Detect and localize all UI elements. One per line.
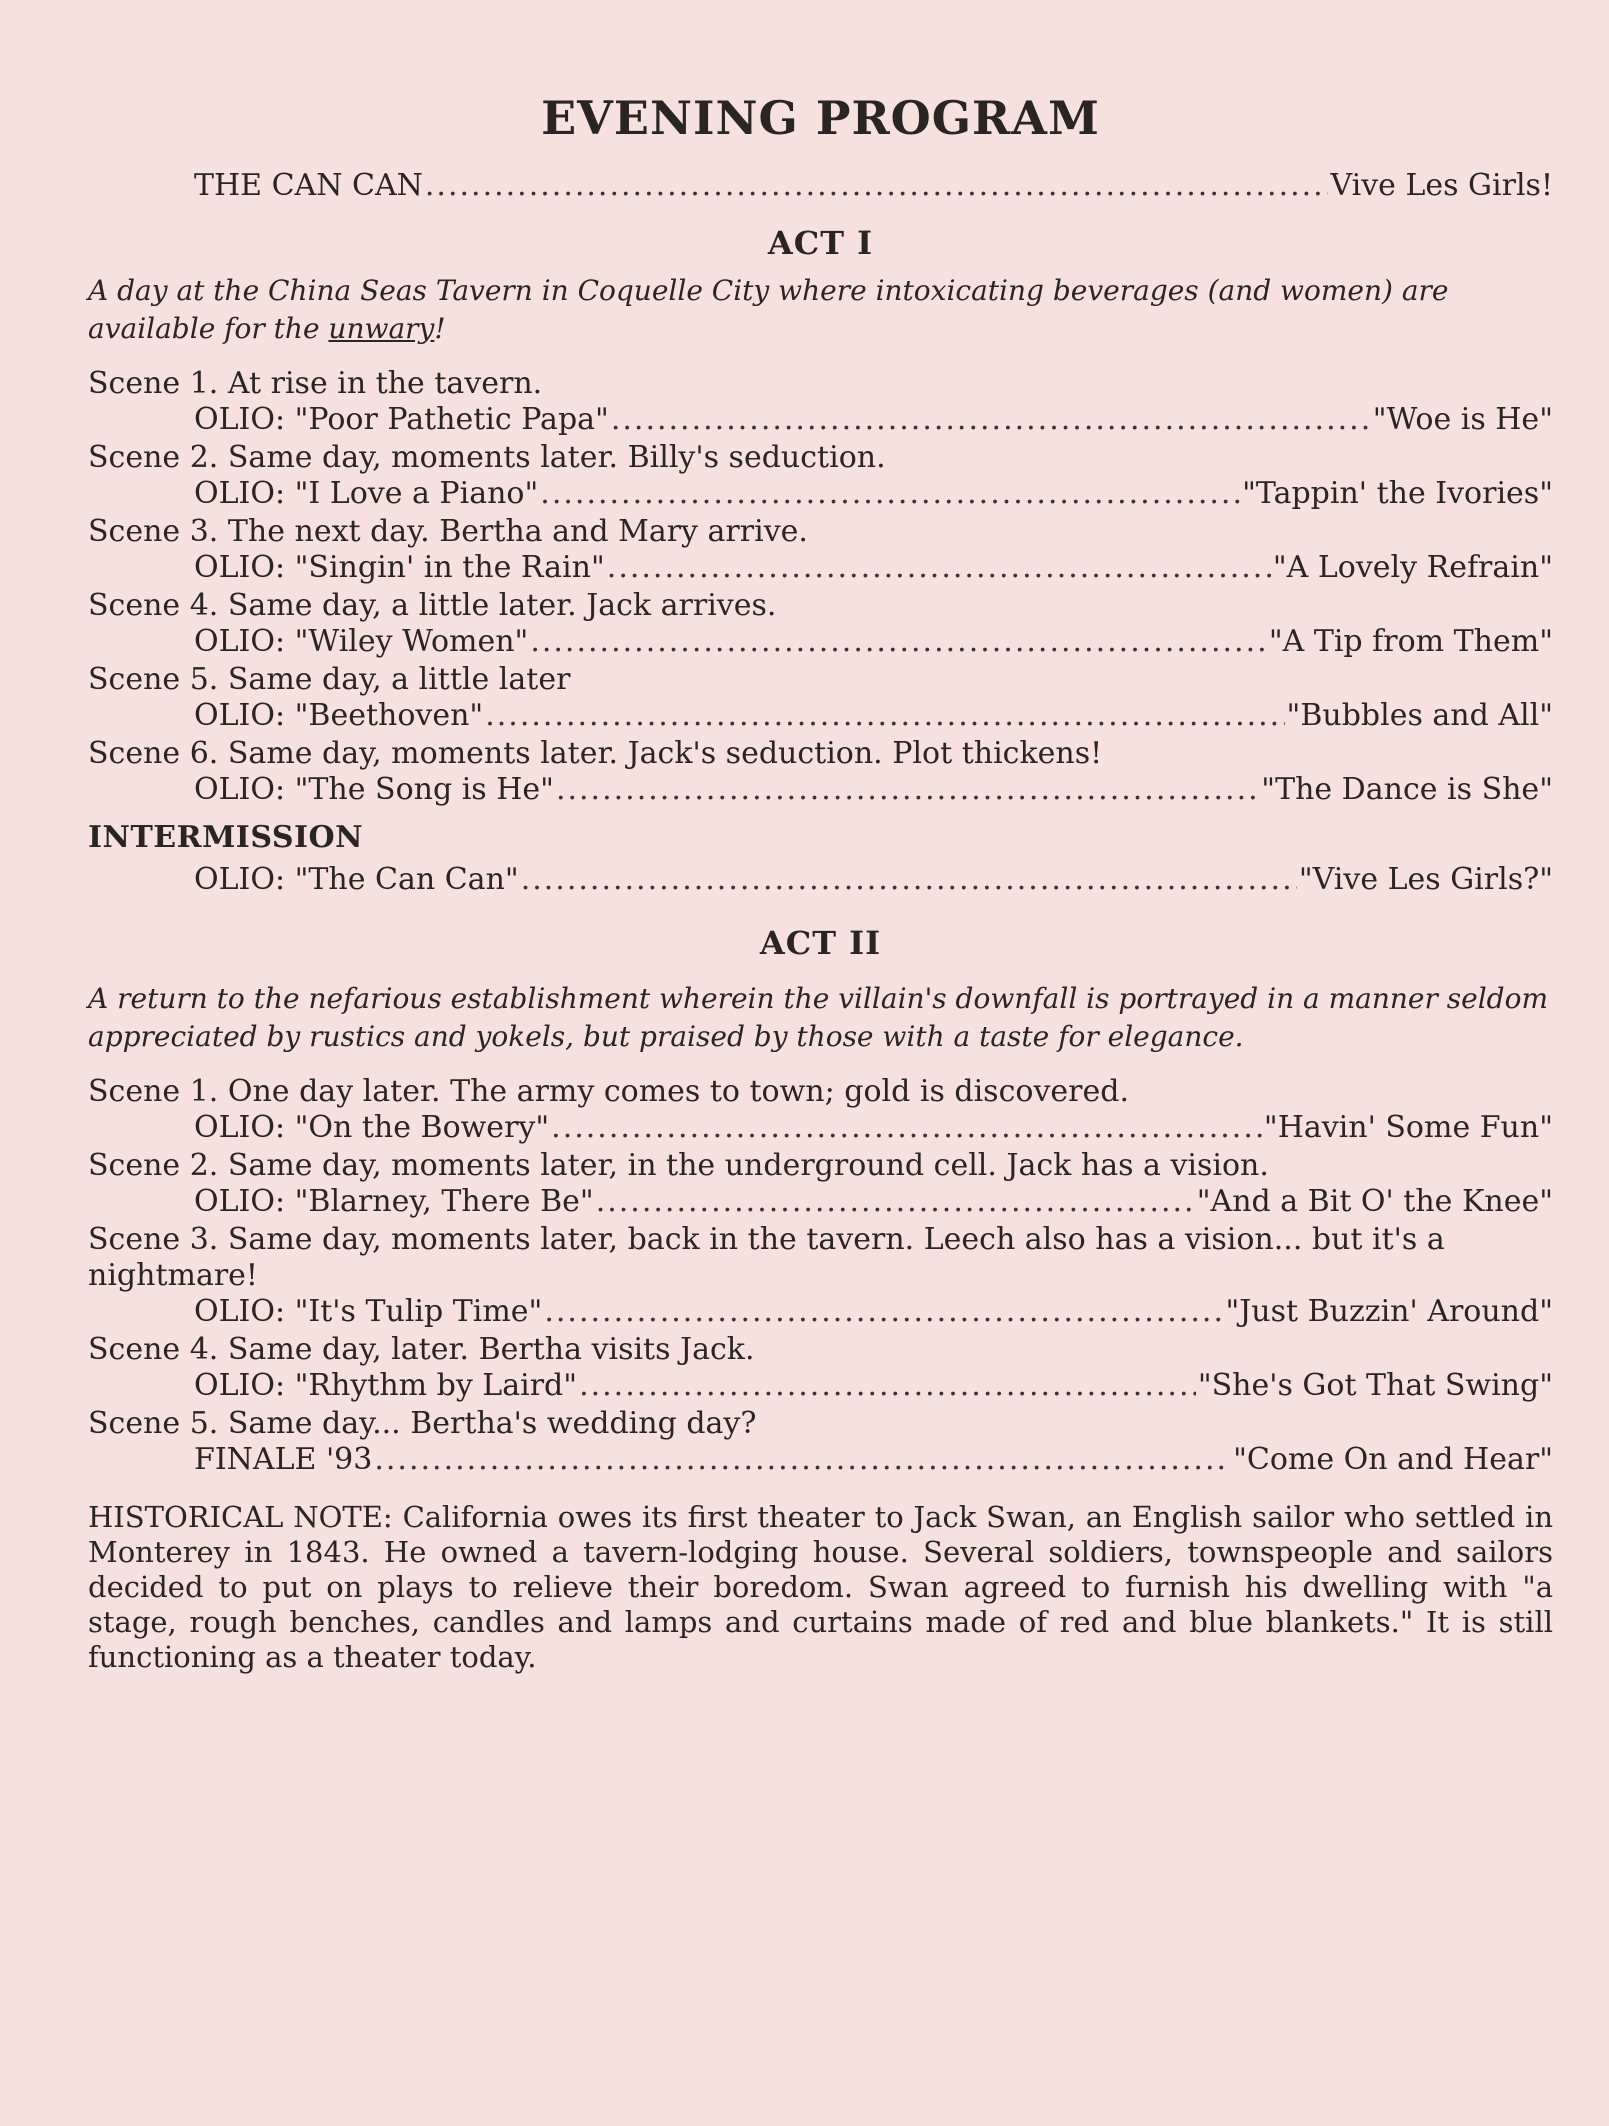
olio-subtitle: "Vive Les Girls?" <box>1298 862 1553 897</box>
dot-leader <box>530 624 1267 660</box>
olio-title: FINALE '93 <box>194 1442 373 1477</box>
act2-scene-1: Scene 1. One day later. The army comes to town; gold is discovered. <box>88 1074 1129 1109</box>
act2-olio-3 <box>194 1294 1553 1330</box>
olio-title: OLIO: "Beethoven" <box>194 698 484 733</box>
olio-subtitle: "Just Buzzin' Around" <box>1225 1294 1553 1329</box>
dot-leader <box>544 1294 1223 1330</box>
olio-title: OLIO: "Rhythm by Laird" <box>194 1368 578 1403</box>
intermission-olio <box>194 862 1553 898</box>
act1-desc-underlined: unwary <box>328 312 435 345</box>
olio-subtitle: "A Lovely Refrain" <box>1272 550 1553 585</box>
act2-finale <box>194 1442 1553 1478</box>
olio-title: OLIO: "On the Bowery" <box>194 1110 550 1145</box>
opening-number <box>194 168 1553 204</box>
olio-subtitle: "Bubbles and All" <box>1286 698 1553 733</box>
act2-title: ACT II <box>759 924 882 962</box>
act2-olio-4 <box>194 1368 1553 1404</box>
act1-scene-1: Scene 1. At rise in the tavern. <box>88 366 543 401</box>
act1-olio-4 <box>194 624 1553 660</box>
olio-title: OLIO: "Blarney, There Be" <box>194 1184 594 1219</box>
act2-scene-5: Scene 5. Same day... Bertha's wedding day? <box>88 1406 757 1441</box>
act2-olio-2 <box>194 1184 1553 1220</box>
page-title: EVENING PROGRAM <box>541 91 1100 145</box>
act2-scene-2: Scene 2. Same day, moments later, in the underground cell. Jack has a vision. <box>88 1148 1269 1183</box>
act2-scenes <box>88 1074 1553 1478</box>
act1-scene-6: Scene 6. Same day, moments later. Jack's seduction. Plot thickens! <box>88 736 1103 771</box>
dot-leader <box>556 772 1259 808</box>
olio-title: OLIO: "Wiley Women" <box>194 624 529 659</box>
dot-leader <box>425 168 1329 204</box>
dot-leader <box>521 862 1297 898</box>
act1-desc-after: ! <box>434 312 446 345</box>
olio-subtitle: "The Dance is She" <box>1261 772 1553 807</box>
olio-subtitle: "Havin' Some Fun" <box>1263 1110 1553 1145</box>
act1-scenes <box>88 366 1553 808</box>
dot-leader <box>551 1110 1262 1146</box>
act1-desc-before: A day at the China Seas Tavern in Coquelle City where intoxicating beverages (and women) are available for the <box>88 274 1449 345</box>
olio-subtitle: "Come On and Hear" <box>1233 1442 1553 1477</box>
olio-title: OLIO: "I Love a Piano" <box>194 476 539 511</box>
act1-olio-5 <box>194 698 1553 734</box>
olio-title: OLIO: "The Can Can" <box>194 862 519 897</box>
act2-scene-3: Scene 3. Same day, moments later, back in the tavern. Leech also has a vision... but it's a nightmare! <box>88 1222 1445 1293</box>
dot-leader <box>540 476 1240 512</box>
olio-title: OLIO: "The Song is He" <box>194 772 554 807</box>
act1-olio-6 <box>194 772 1553 808</box>
act2-scene-4: Scene 4. Same day, later. Bertha visits Jack. <box>88 1332 755 1367</box>
dot-leader <box>485 698 1284 734</box>
dot-leader <box>611 402 1371 438</box>
olio-title: OLIO: "It's Tulip Time" <box>194 1294 543 1329</box>
olio-subtitle: "Tappin' the Ivories" <box>1242 476 1553 511</box>
act1-title: ACT I <box>767 224 874 262</box>
act2-olio-1 <box>194 1110 1553 1146</box>
olio-subtitle: "She's Got That Swing" <box>1197 1368 1553 1403</box>
dot-leader <box>579 1368 1196 1404</box>
dot-leader <box>374 1442 1231 1478</box>
act1-olio-3 <box>194 550 1553 586</box>
act1-olio-2 <box>194 476 1553 512</box>
act2-description: A return to the nefarious establishment wherein the villain's downfall is portrayed in a manner seldom appreciated by rustics and yokels, but praised by those with a taste for elegance. <box>88 982 1548 1053</box>
intermission-heading: INTERMISSION <box>88 820 364 855</box>
dot-leader <box>596 1184 1195 1220</box>
act1-description <box>88 272 1553 348</box>
olio-subtitle: "A Tip from Them" <box>1268 624 1553 659</box>
opening-right: Vive Les Girls! <box>1330 168 1553 203</box>
act1-scene-3: Scene 3. The next day. Bertha and Mary arrive. <box>88 514 808 549</box>
act1-scene-4: Scene 4. Same day, a little later. Jack arrives. <box>88 588 777 623</box>
olio-title: OLIO: "Singin' in the Rain" <box>194 550 605 585</box>
olio-subtitle: "And a Bit O' the Knee" <box>1196 1184 1553 1219</box>
olio-subtitle: "Woe is He" <box>1372 402 1553 437</box>
act1-scene-2: Scene 2. Same day, moments later. Billy's seduction. <box>88 440 886 475</box>
olio-title: OLIO: "Poor Pathetic Papa" <box>194 402 609 437</box>
dot-leader <box>607 550 1271 586</box>
act1-scene-5: Scene 5. Same day, a little later <box>88 662 571 697</box>
opening-left: THE CAN CAN <box>194 168 423 203</box>
act1-olio-1 <box>194 402 1553 438</box>
historical-note: HISTORICAL NOTE: California owes its first theater to Jack Swan, an English sailor who settled in Monterey in 1843. He owned a tavern-lodging house. Several soldiers, townspeople and sailors decided to put on plays to relieve their boredom. Swan agreed to furnish his dwelling with "a stage, rough benches, candles and lamps and curtains made of red and blue blankets." It is still functioning as a theater today. <box>88 1500 1553 1674</box>
